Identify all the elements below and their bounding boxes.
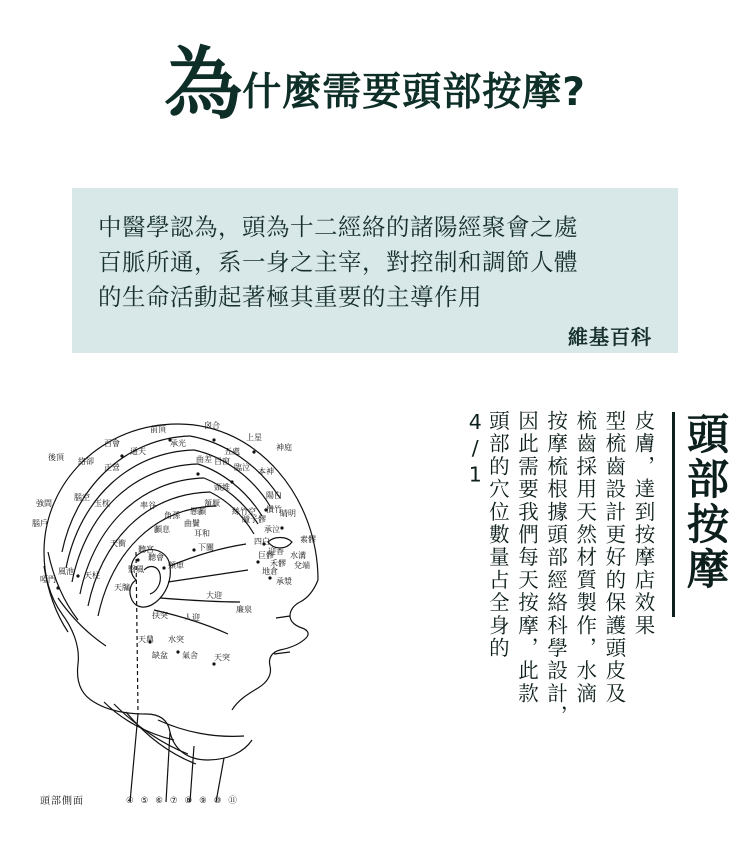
acupoint-label: 水溝 bbox=[290, 551, 306, 560]
feature-text-column: 因此需要我們每天按摩，此款 bbox=[514, 410, 539, 706]
quote-callout bbox=[72, 188, 678, 353]
acupoint-label: 玉枕 bbox=[94, 499, 110, 508]
acupoint-label: 四白 bbox=[254, 537, 270, 546]
quote-line: 百脈所通，系一身之主宰，對控制和調節人體 bbox=[98, 248, 578, 276]
acupoint-label: 腦空 bbox=[74, 493, 90, 502]
acupoint-label: 上星 bbox=[246, 433, 262, 442]
acupoint-label: 啞門 bbox=[40, 575, 56, 584]
head-acupoint-diagram bbox=[18, 402, 368, 817]
acupoint-label: 兌端 bbox=[294, 561, 310, 570]
acupoint-label: 曲鬢 bbox=[184, 519, 200, 528]
acupoint-label: 頷厭 bbox=[204, 499, 220, 508]
acupoint-label: 率谷 bbox=[140, 501, 156, 510]
diagram-caption: 頭部側面 bbox=[40, 796, 84, 807]
acupoint-label: 五處 bbox=[224, 447, 240, 456]
feature-vertical-text bbox=[457, 410, 654, 730]
acupoint-label: 陽白 bbox=[266, 491, 282, 500]
acupoint-label: 曲差 bbox=[196, 455, 212, 464]
acupoint-label: 臨泣 bbox=[234, 463, 250, 472]
acupoint-label: 正營 bbox=[104, 463, 120, 472]
acupoint-label: 攢竹 bbox=[266, 505, 282, 514]
acupoint-label: 下關 bbox=[198, 543, 214, 552]
acupoint-label: 地倉 bbox=[262, 567, 278, 576]
acupoint-label: 睛明 bbox=[280, 509, 296, 518]
acupoint-label: 瞳子髎 bbox=[242, 515, 266, 524]
acupoint-label: 百會 bbox=[104, 439, 120, 448]
acupoint-label: 素髎 bbox=[300, 535, 316, 544]
acupoint-label: 氣舍 bbox=[182, 651, 198, 660]
acupoint-label: 承光 bbox=[170, 439, 186, 448]
acupoint-label: 翳風 bbox=[128, 565, 144, 574]
feature-section bbox=[0, 400, 750, 820]
acupoint-label: 頰車 bbox=[168, 561, 184, 570]
acupoint-label: 前頂 bbox=[150, 425, 166, 434]
feature-text-column: 頭部的穴位數量占全身的4/1 bbox=[463, 410, 510, 660]
acupoint-label: 天鼎 bbox=[138, 635, 154, 644]
acupoint-label: 缺盆 bbox=[152, 651, 168, 660]
acupoint-label: 天柱 bbox=[84, 571, 100, 580]
acupoint-label: 本神 bbox=[258, 467, 274, 476]
page-title bbox=[0, 40, 750, 130]
acupoint-label: 後頂 bbox=[48, 453, 64, 462]
acupoint-label: 耳和 bbox=[194, 529, 210, 538]
acupoint-label: 絡卻 bbox=[78, 457, 94, 466]
acupoint-label: 承漿 bbox=[276, 577, 292, 586]
acupoint-label: 人迎 bbox=[184, 613, 200, 622]
acupoint-label: 禾髎 bbox=[270, 559, 286, 568]
acupoint-label: 絲竹空 bbox=[232, 507, 256, 516]
acupoint-label: 天牖 bbox=[114, 583, 130, 592]
feature-text-column: 型梳齒設計更好的保護頭皮及 bbox=[601, 410, 626, 706]
acupoint-label: 大迎 bbox=[206, 591, 222, 600]
acupoint-label: 迎香 bbox=[268, 547, 284, 556]
diagram-footer-marks: ④⑤⑥⑦⑧⑨⑩⑪ bbox=[126, 796, 244, 806]
acupoint-label: 水突 bbox=[168, 635, 184, 644]
acupoint-label: 承泣 bbox=[264, 525, 280, 534]
acupoint-label: 角孫 bbox=[164, 511, 180, 520]
quote-line: 中醫學認為，頭為十二經絡的諸陽經聚會之處 bbox=[98, 213, 578, 241]
feature-text-column: 按摩梳根據頭部經絡科學設計， bbox=[543, 410, 568, 728]
acupoint-label: 風池 bbox=[58, 567, 74, 576]
acupoint-label: 巨髎 bbox=[258, 551, 274, 560]
acupoint-label: 腦戶 bbox=[32, 519, 48, 528]
quote-line: 的生命活動起著極其重要的主導作用 bbox=[98, 283, 482, 311]
acupoint-label: 囟合 bbox=[204, 421, 220, 430]
acupoint-label: 天衝 bbox=[110, 539, 126, 548]
acupoint-label: 神庭 bbox=[276, 443, 292, 452]
acupoint-label: 聽宮 bbox=[138, 545, 154, 554]
acupoint-label: 顱息 bbox=[154, 525, 170, 534]
acupoint-label: 扶突 bbox=[152, 611, 168, 620]
acupoint-label: 頭維 bbox=[214, 483, 230, 492]
acupoint-label-group bbox=[32, 420, 316, 662]
acupoint-label: 通天 bbox=[130, 447, 146, 456]
quote-source: 維基百科 bbox=[568, 325, 652, 349]
acupoint-label: 廉泉 bbox=[236, 605, 252, 614]
feature-text-column: 梳齒採用天然材質製作，水滴 bbox=[572, 410, 597, 706]
page-title-rest: 什麼需要頭部按摩? bbox=[242, 70, 586, 115]
acupoint-label: 強間 bbox=[36, 499, 52, 508]
acupoint-label: 目窗 bbox=[214, 457, 230, 466]
head-diagram-svg bbox=[18, 402, 368, 802]
acupoint-label: 聽會 bbox=[148, 553, 164, 562]
acupoint-label: 天突 bbox=[214, 653, 230, 662]
feature-text-column: 皮膚，達到按摩店效果 bbox=[631, 410, 655, 637]
acupoint-label: 懸顱 bbox=[190, 507, 206, 516]
feature-vertical-title: 頭部按摩 bbox=[672, 412, 728, 617]
page-title-lead-char: 為 bbox=[164, 40, 243, 130]
